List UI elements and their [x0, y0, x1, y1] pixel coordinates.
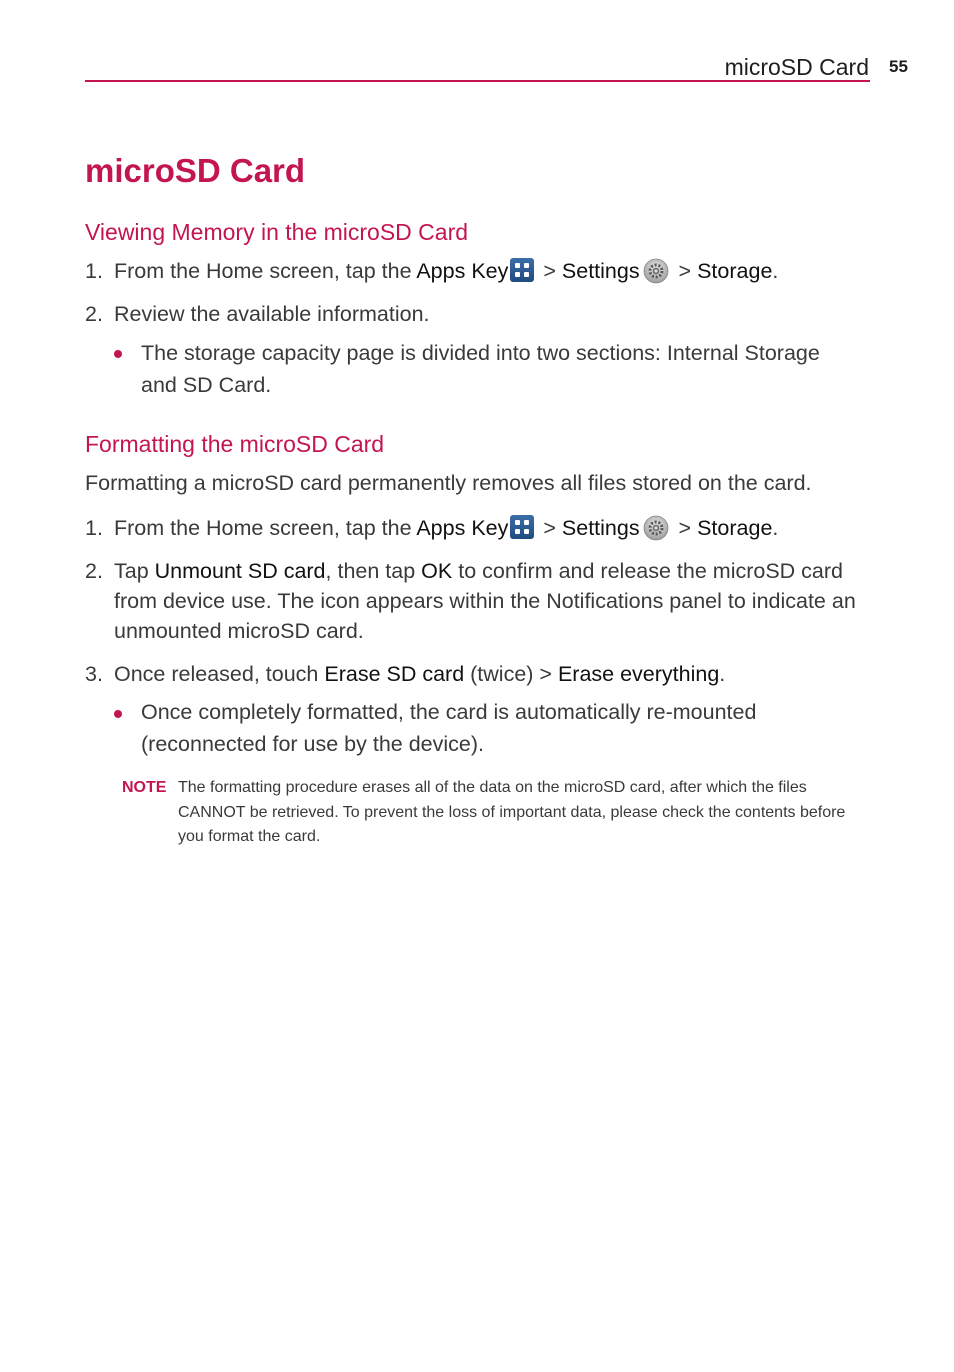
step-number: 2.: [85, 302, 103, 326]
step-number: 1.: [85, 259, 103, 283]
section-heading-formatting: Formatting the microSD Card: [85, 431, 385, 457]
step-text: .: [772, 259, 779, 283]
formatting-step-1: [114, 513, 874, 543]
section-heading-viewing: Viewing Memory in the microSD Card: [85, 219, 469, 245]
formatting-step-3: [114, 659, 874, 689]
apps-grid-icon: [510, 258, 534, 282]
step-number: 1.: [85, 516, 103, 540]
apps-key-label: Apps Key: [416, 259, 509, 283]
step-number: 3.: [85, 662, 103, 686]
bullet-icon: [114, 350, 122, 358]
erase-sd-card-label: Erase SD card: [324, 662, 465, 686]
page-number: 55: [889, 57, 908, 76]
ok-label: OK: [421, 559, 453, 583]
running-header-title: microSD Card: [724, 54, 869, 80]
settings-gear-icon: [643, 258, 669, 284]
step-text: Tap: [114, 559, 155, 583]
note-text: The formatting procedure erases all of the data on the microSD card, after which the files CANNOT be retrieved. To prevent the loss of important data, please check the contents before you format the card.: [178, 779, 846, 845]
bullet-icon: [114, 710, 122, 718]
apps-key-label: Apps Key: [416, 516, 509, 540]
formatting-intro: Formatting a microSD card permanently removes all files stored on the card.: [85, 471, 812, 495]
header-rule: [85, 80, 870, 82]
step-text: to confirm and release the microSD card from device use. The icon appears within the Notifications panel to indicate an unmounted microSD card.: [114, 559, 856, 643]
storage-label: Storage: [697, 516, 773, 540]
step-text: .: [719, 662, 726, 686]
viewing-step-1: [114, 256, 874, 286]
page-title: microSD Card: [85, 152, 306, 189]
erase-everything-label: Erase everything: [557, 662, 720, 686]
separator: >: [537, 259, 562, 283]
viewing-step-2: Review the available information.: [114, 302, 430, 326]
unmount-sd-card-label: Unmount SD card: [154, 559, 326, 583]
step-text: .: [772, 516, 779, 540]
apps-grid-icon: [510, 515, 534, 539]
formatting-bullet: Once completely formatted, the card is automatically re-mounted (reconnected for use by the device).: [141, 700, 757, 756]
step-text: , then tap: [325, 559, 422, 583]
storage-label: Storage: [697, 259, 773, 283]
note-label: NOTE: [122, 779, 167, 796]
settings-label: Settings: [561, 259, 640, 283]
formatting-step-2: [114, 556, 874, 646]
step-text: From the Home screen, tap the: [114, 516, 417, 540]
step-text: (twice) >: [464, 662, 558, 686]
settings-label: Settings: [561, 516, 640, 540]
separator: >: [672, 516, 698, 540]
step-text: From the Home screen, tap the: [114, 259, 417, 283]
settings-gear-icon: [643, 515, 669, 541]
separator: >: [537, 516, 562, 540]
step-number: 2.: [85, 559, 103, 583]
separator: >: [672, 259, 698, 283]
viewing-bullet: The storage capacity page is divided into two sections: Internal Storage and SD Card.: [141, 341, 820, 397]
step-text: Once released, touch: [114, 662, 325, 686]
